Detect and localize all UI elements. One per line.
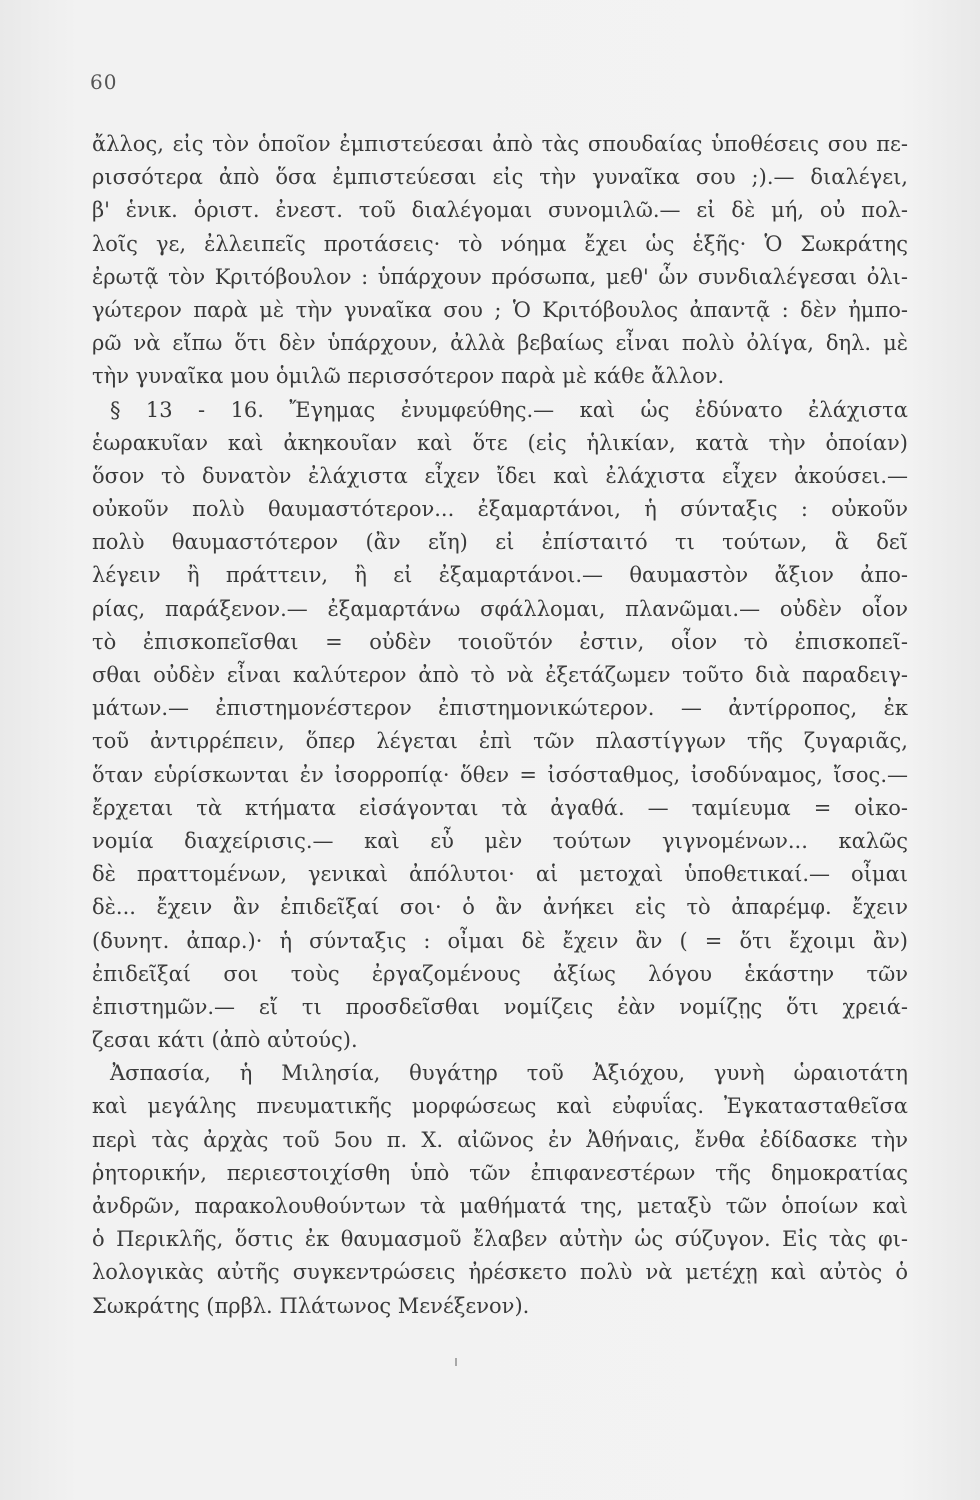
entry-heading-line: Ἀσπασία, ἡ Μιλησία, θυγάτηρ τοῦ Ἀξιόχου, γυνὴ ὡραιοτάτη	[110, 1061, 908, 1086]
text-line: ὅταν εὑρίσκωνται ἐν ἰσορροπίᾳ· ὅθεν = ἰσόσταθμος, ἰσοδύναμος, ἴσος.—	[92, 762, 908, 787]
text-line: τὸ ἐπισκοπεῖσθαι = οὐδὲν τοιοῦτόν ἐστιν, οἷον τὸ ἐπισκοπεῖ-	[92, 629, 908, 654]
commentary-text	[92, 128, 908, 1323]
text-line: (δυνητ. ἀπαρ.)· ἡ σύνταξις : οἶμαι δὲ ἔχειν ἂν ( = ὅτι ἔχοιμι ἂν)	[92, 928, 908, 953]
section-heading-line: § 13 - 16. Ἔγημας ἐνυμφεύθης.— καὶ ὡς ἐδύνατο ἐλάχιστα	[110, 397, 908, 422]
text-line: ρισσότερα ἀπὸ ὅσα ἐμπιστεύεσαι εἰς τὴν γυναῖκα σου ;).— διαλέγει,	[92, 165, 908, 190]
text-line: γώτερον παρὰ μὲ τὴν γυναῖκα σου ; Ὁ Κριτόβουλος ἀπαντᾷ : δὲν ἠμπο-	[92, 297, 908, 322]
text-line: σθαι οὐδὲν εἶναι καλύτερον ἀπὸ τὸ νὰ ἐξετάζωμεν τοῦτο διὰ παραδειγ-	[92, 663, 908, 687]
text-line: λέγειν ἢ πράττειν, ἢ εἰ ἐξαμαρτάνοι.— θαυμαστὸν ἄξιον ἀπο-	[92, 563, 908, 588]
text-line: ἐρωτᾷ τὸν Κριτόβουλον : ὑπάρχουν πρόσωπα, μεθ' ὧν συνδιαλέγεσαι ὀλι-	[92, 264, 908, 289]
text-line: β' ἑνικ. ὁριστ. ἐνεστ. τοῦ διαλέγομαι συνομιλῶ.— εἰ δὲ μή, οὐ πολ-	[92, 198, 908, 223]
text-line: ρῶ νὰ εἴπω ὅτι δὲν ὑπάρχουν, ἀλλὰ βεβαίως εἶναι πολὺ ὀλίγα, δηλ. μὲ	[92, 331, 908, 356]
text-line: λολογικὰς αὐτῆς συγκεντρώσεις ἠρέσκετο πολὺ νὰ μετέχῃ καὶ αὐτὸς ὁ	[92, 1260, 908, 1285]
text-line: μάτων.— ἐπιστημονέστερον ἐπιστημονικώτερον. — ἀντίρροπος, ἐκ	[92, 696, 908, 721]
text-line: ὁ Περικλῆς, ὅστις ἐκ θαυμασμοῦ ἔλαβεν αὐτὴν ὡς σύζυγον. Εἰς τὰς φι-	[92, 1227, 908, 1252]
text-line: πολὺ θαυμαστότερον (ἂν εἴη) εἰ ἐπίσταιτό τι τούτων, ἃ δεῖ	[92, 530, 908, 555]
text-line: τοῦ ἀντιρρέπειν, ὅπερ λέγεται ἐπὶ τῶν πλαστίγγων τῆς ζυγαριᾶς,	[92, 729, 908, 754]
paper-speck	[455, 1358, 457, 1366]
page-number: 60	[90, 70, 118, 94]
text-line: ἔρχεται τὰ κτήματα εἰσάγονται τὰ ἀγαθά. — ταμίευμα = οἰκο-	[92, 795, 908, 820]
text-line: καὶ μεγάλης πνευματικῆς μορφώσεως καὶ εὐφυΐας. Ἐγκατασταθεῖσα	[92, 1094, 908, 1119]
text-line: δὲ... ἔχειν ἂν ἐπιδεῖξαί σοι· ὁ ἂν ἀνήκει εἰς τὸ ἀπαρέμφ. ἔχειν	[92, 895, 908, 920]
text-line: νομία διαχείρισις.— καὶ εὖ μὲν τούτων γιγνομένων... καλῶς	[92, 828, 908, 853]
text-line: ἑωρακυῖαν καὶ ἀκηκουῖαν καὶ ὅτε (εἰς ἡλικίαν, κατὰ τὴν ὁποίαν)	[92, 430, 908, 455]
text-line: δὲ πραττομένων, γενικαὶ ἀπόλυτοι· αἱ μετοχαὶ ὑποθετικαί.— οἶμαι	[92, 862, 908, 887]
text-line: λοῖς γε, ἐλλειπεῖς προτάσεις· τὸ νόημα ἔχει ὡς ἑξῆς· Ὁ Σωκράτης	[92, 231, 908, 256]
text-line: τὴν γυναῖκα μου ὁμιλῶ περισσότερον παρὰ μὲ κάθε ἄλλον.	[92, 364, 725, 389]
text-line: ἄλλος, εἰς τὸν ὁποῖον ἐμπιστεύεσαι ἀπὸ τὰς σπουδαίας ὑποθέσεις σου πε-	[92, 132, 908, 156]
text-line: οὐκοῦν πολὺ θαυμαστότερον... ἐξαμαρτάνοι, ἡ σύνταξις : οὐκοῦν	[92, 497, 908, 522]
text-line: ἐπιστημῶν.— εἴ τι προσδεῖσθαι νομίζεις ἐὰν νομίζῃς ὅτι χρειά-	[92, 994, 908, 1019]
text-line: ῥητορικήν, περιεστοιχίσθη ὑπὸ τῶν ἐπιφανεστέρων τῆς δημοκρατίας	[92, 1160, 908, 1185]
text-line: ὅσον τὸ δυνατὸν ἐλάχιστα εἶχεν ἴδει καὶ ἐλάχιστα εἶχεν ἀκούσει.—	[92, 463, 908, 488]
text-line: περὶ τὰς ἀρχὰς τοῦ 5ου π. Χ. αἰῶνος ἐν Ἀθήναις, ἔνθα ἐδίδασκε τὴν	[92, 1127, 908, 1152]
text-line: ἀνδρῶν, παρακολουθούντων τὰ μαθήματά της, μεταξὺ τῶν ὁποίων καὶ	[92, 1194, 908, 1218]
text-line: ἐπιδεῖξαί σοι τοὺς ἐργαζομένους ἀξίως λόγου ἑκάστην τῶν	[92, 961, 908, 986]
text-line: ζεσαι κάτι (ἀπὸ αὐτούς).	[92, 1028, 358, 1053]
text-line: Σωκράτης (πρβλ. Πλάτωνος Μενέξενον).	[92, 1293, 530, 1318]
text-line: ρίας, παράξενον.— ἐξαμαρτάνω σφάλλομαι, πλανῶμαι.— οὐδὲν οἷον	[92, 596, 908, 621]
